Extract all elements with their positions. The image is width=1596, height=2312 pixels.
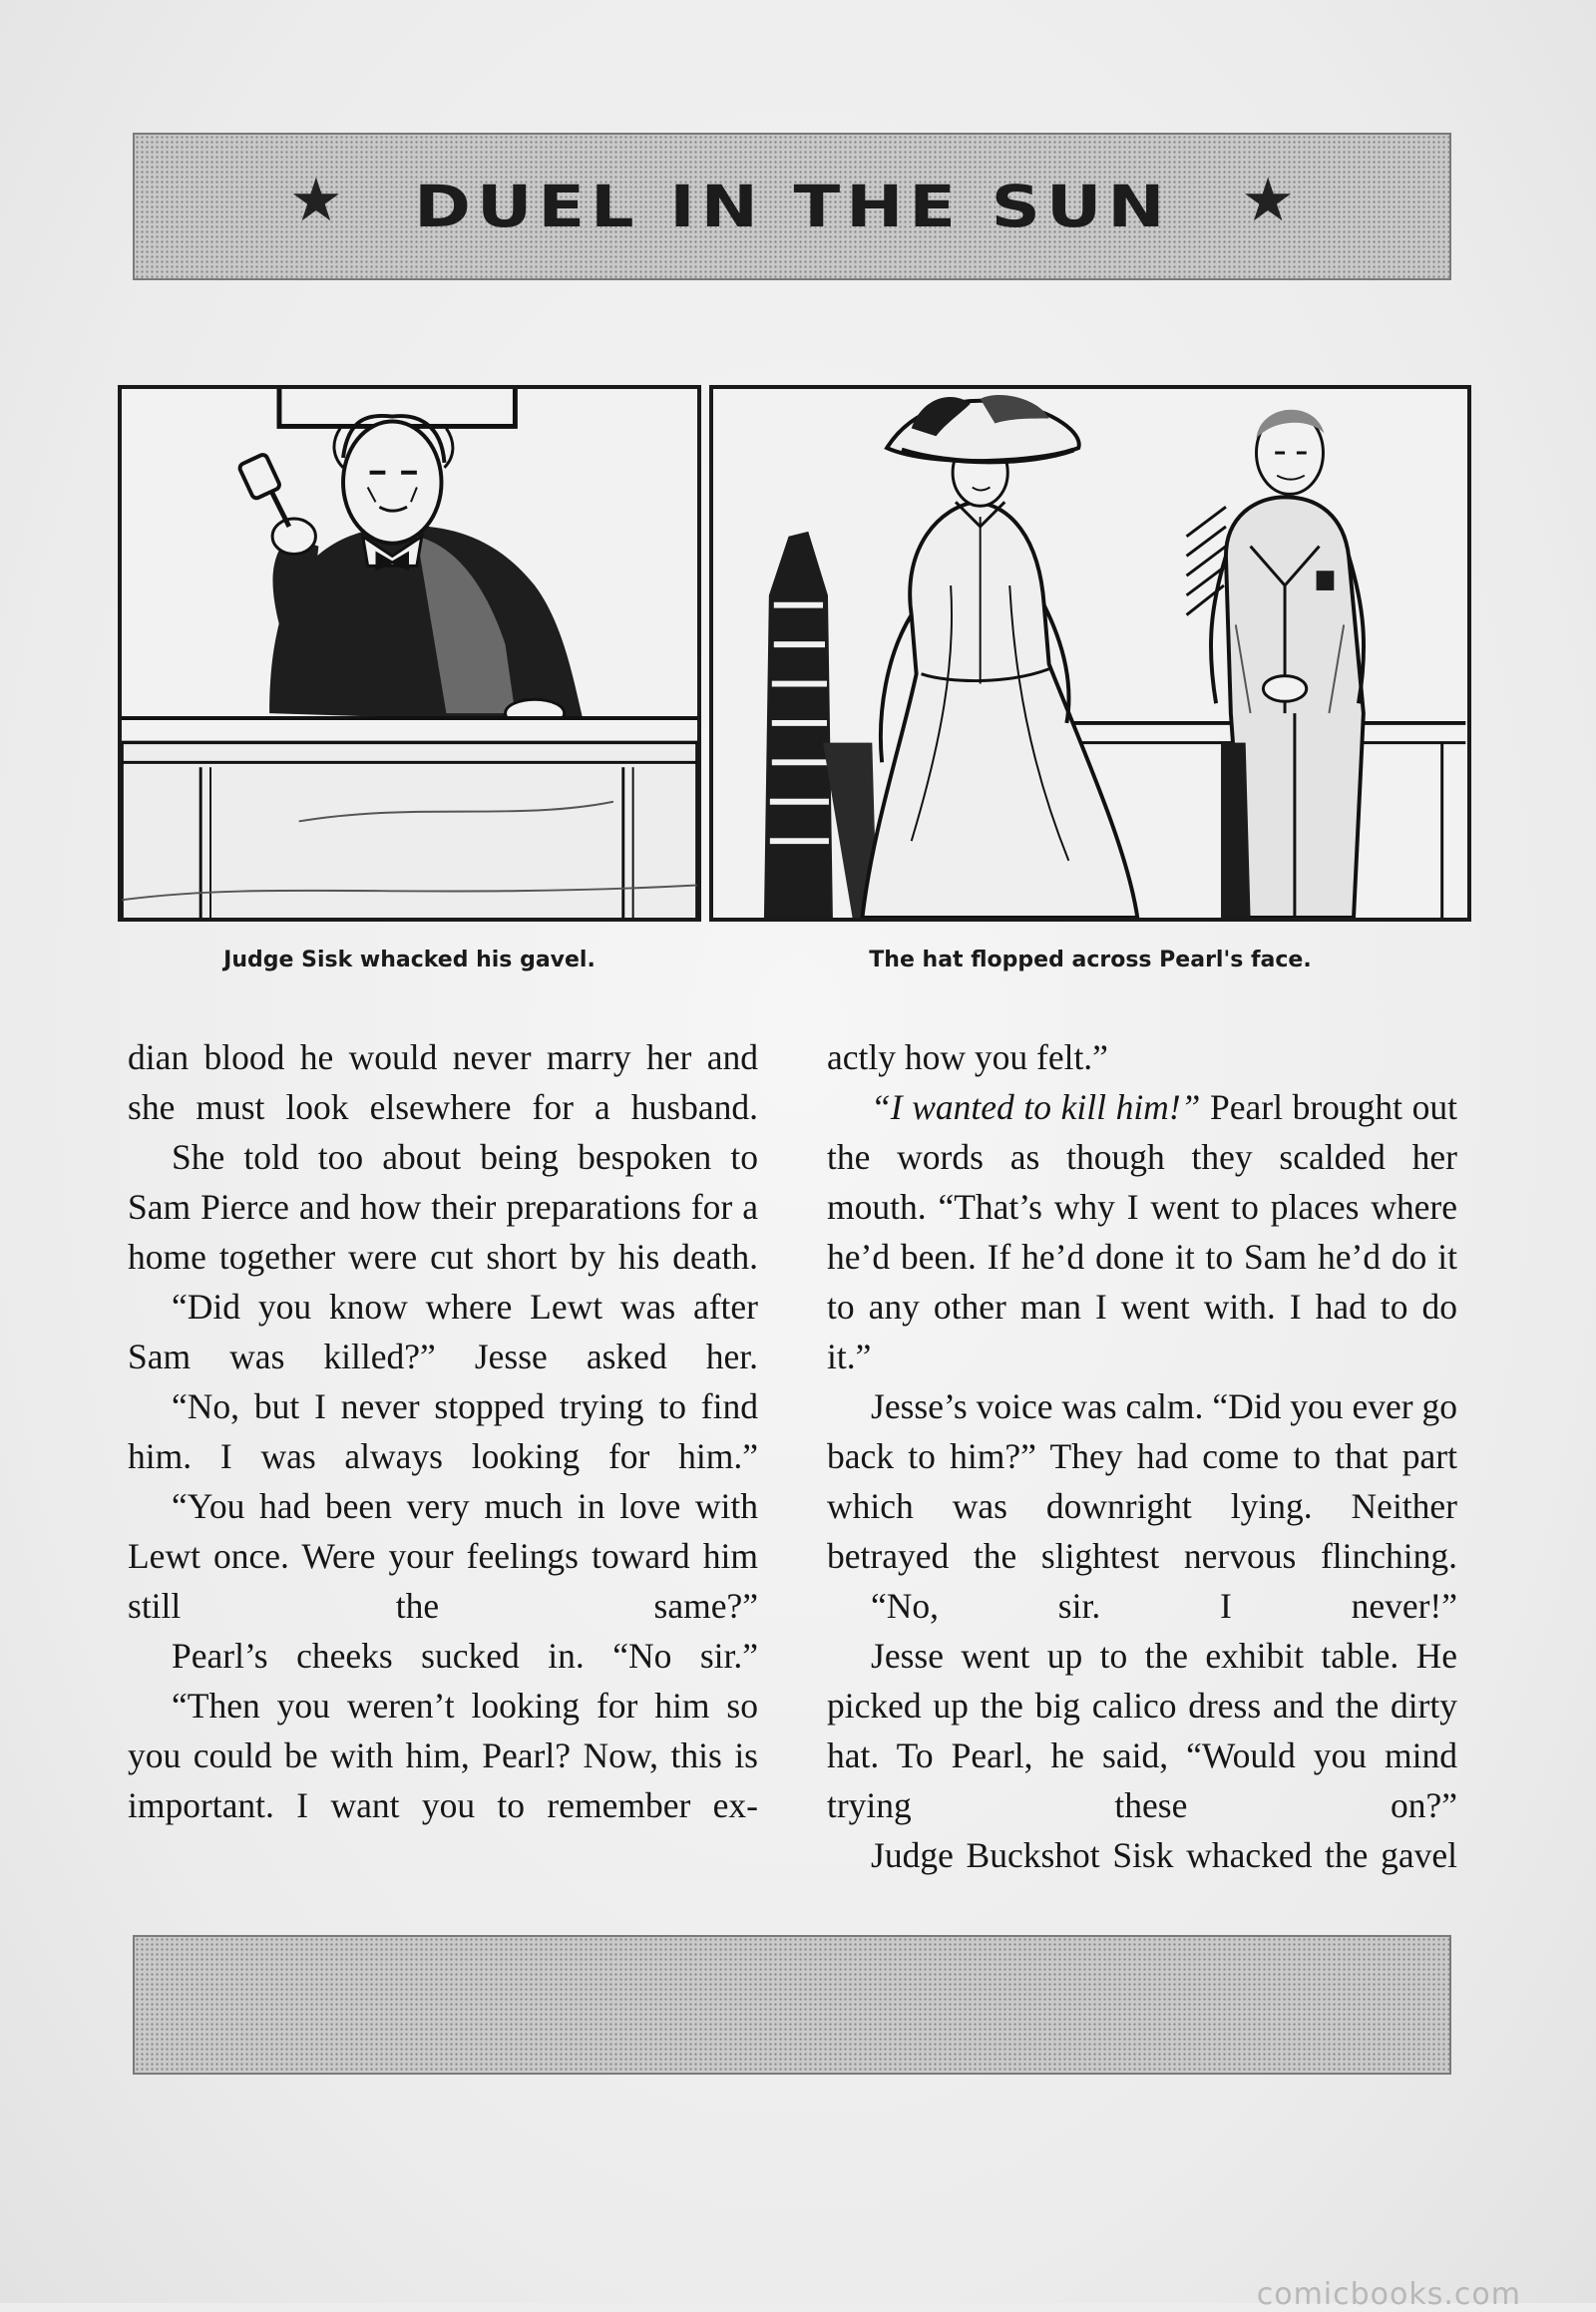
judge-illustration-svg	[122, 389, 697, 918]
paragraph	[827, 1082, 1457, 1381]
footer-banner	[133, 1935, 1451, 2075]
panel-caption: Judge Sisk whacked his gavel.	[223, 948, 596, 972]
paragraph: “You had been very much in love with Lewt once. Were your feelings toward him still the same?”	[128, 1486, 758, 1626]
judge-with-gavel-illustration	[118, 385, 701, 922]
paragraph: She told too about being bespoken to Sam Pierce and how their preparations for a home together were cut short by his death.	[128, 1137, 758, 1277]
page-title: DUEL IN THE SUN	[413, 173, 1171, 240]
star-icon: ★	[289, 166, 343, 235]
paragraph: Jesse went up to the exhibit table. He picked up the big calico dress and the dirty hat. To Pearl, he said, “Would you mind trying these on?”	[827, 1636, 1457, 1825]
paragraph: actly how you felt.”	[827, 1037, 1108, 1077]
italic-quote: “I wanted to kill him!”	[871, 1087, 1201, 1127]
paragraph: “No, but I never stopped trying to find him. I was always looking for him.”	[128, 1386, 758, 1476]
paragraph: “Then you weren’t looking for him so you could be with him, Pearl? Now, this is important. I want you to remember ex-	[128, 1686, 758, 1825]
title-banner	[133, 133, 1451, 280]
text-column-left	[128, 1032, 758, 1830]
paragraph: Jesse’s voice was calm. “Did you ever go back to him?” They had come to that part which was downright lying. Neither betrayed the slightest nervous flinching.	[827, 1386, 1457, 1576]
paragraph: “No, sir. I never!”	[871, 1586, 1457, 1626]
pearl-illustration-svg	[713, 389, 1467, 918]
watermark: comicbooks.com	[1256, 2277, 1521, 2312]
text-column-right	[827, 1032, 1457, 1880]
paragraph: dian blood he would never marry her and she must look elsewhere for a husband.	[128, 1037, 758, 1127]
woman-in-dress-and-hat-illustration	[709, 385, 1471, 922]
paragraph: Pearl’s cheeks sucked in. “No sir.”	[172, 1636, 758, 1676]
paragraph: Judge Buckshot Sisk whacked the gavel	[871, 1835, 1457, 1875]
paragraph: “Did you know where Lewt was after Sam was killed?” Jesse asked her.	[128, 1287, 758, 1376]
paragraph-text: Pearl brought out the words as though they scalded her mouth. “That’s why I went to places where he’d been. If he’d done it to Sam he’d do it to any other man I went with. I had to do it.”	[827, 1087, 1457, 1376]
star-icon: ★	[1241, 166, 1295, 235]
panel-caption: The hat flopped across Pearl's face.	[869, 948, 1312, 972]
